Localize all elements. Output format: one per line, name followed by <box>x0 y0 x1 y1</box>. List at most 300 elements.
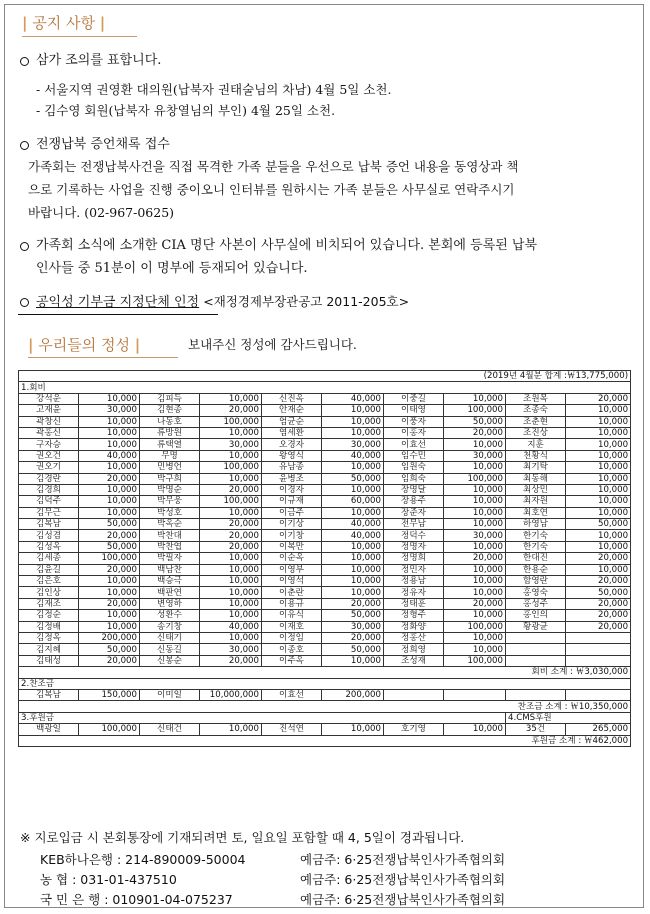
donor-amount: 10,000 <box>200 632 262 643</box>
donor-amount: 60,000 <box>322 496 384 507</box>
donor-amount: 20,000 <box>79 564 140 575</box>
table-row <box>19 393 631 404</box>
donor-name: 염세환 <box>262 427 322 438</box>
section-subtotal: 찬조금 소계 : ￦10,350,000 <box>19 701 631 712</box>
donor-name: 황광균 <box>506 621 566 632</box>
donor-amount: 40,000 <box>322 519 384 530</box>
grand-total: (2019년 4월분 합계 :￦13,775,000) <box>19 371 631 382</box>
table-row <box>19 484 631 495</box>
account-holder: 예금주: 6·25전쟁납북인사가족협의회 <box>300 892 506 907</box>
donor-name: 김성옥 <box>19 541 79 552</box>
donor-amount: 100,000 <box>444 655 506 666</box>
donor-amount: 100,000 <box>444 405 506 416</box>
donor-name: 정태훈 <box>384 598 444 609</box>
donor-name: 박옥순 <box>140 519 200 530</box>
underline-rule <box>18 314 218 315</box>
donor-name: 류택열 <box>140 439 200 450</box>
donor-name: 엄균순 <box>262 416 322 427</box>
donor-name: 정덕수 <box>384 530 444 541</box>
donor-amount: 10,000 <box>444 610 506 621</box>
donor-amount: 10,000 <box>79 610 140 621</box>
donor-name: 이홍자 <box>384 427 444 438</box>
account-holder: 예금주: 6·25전쟁납북인사가족협의회 <box>300 852 506 867</box>
table-row <box>19 382 631 393</box>
donor-name: 정용남 <box>384 576 444 587</box>
donor-amount: 10,000 <box>322 655 384 666</box>
donor-name: 김세종 <box>19 553 79 564</box>
donor-name: 최자원 <box>506 496 566 507</box>
donation-title-text: 우리들의 정성 <box>38 336 130 354</box>
donor-amount: 50,000 <box>566 519 631 530</box>
donor-amount: 10,000 <box>79 439 140 450</box>
donor-amount: 10,000 <box>566 484 631 495</box>
table-row <box>19 655 631 666</box>
donor-name: 무명 <box>140 450 200 461</box>
donor-name: 박찬대 <box>140 530 200 541</box>
donor-name: 김피득 <box>140 393 200 404</box>
donor-amount: 30,000 <box>200 644 262 655</box>
donor-amount: 10,000 <box>79 416 140 427</box>
table-row <box>19 427 631 438</box>
donor-amount: 10,000 <box>444 496 506 507</box>
donor-name: 정화양 <box>384 621 444 632</box>
donor-name: 이풍자 <box>384 416 444 427</box>
table-row <box>19 587 631 598</box>
table-row <box>19 553 631 564</box>
donor-amount: 20,000 <box>322 598 384 609</box>
donor-amount: 50,000 <box>444 416 506 427</box>
donor-name: 최호연 <box>506 507 566 518</box>
donor-name: 최동해 <box>506 473 566 484</box>
donor-amount: 20,000 <box>79 473 140 484</box>
donor-amount: 30,000 <box>322 439 384 450</box>
donor-name: 정희영 <box>384 644 444 655</box>
donor-name: 이경자 <box>262 484 322 495</box>
donor-name: 백승극 <box>140 576 200 587</box>
notice-title-text: 공지 사항 <box>32 14 95 32</box>
donor-amount: 10,000 <box>322 587 384 598</box>
donor-amount: 10,000 <box>566 473 631 484</box>
donor-amount: 10,000 <box>79 621 140 632</box>
donor-name: 조종숙 <box>506 405 566 416</box>
donor-name: 신동길 <box>140 644 200 655</box>
donor-amount: 20,000 <box>566 393 631 404</box>
donor-name: 윤병조 <box>262 473 322 484</box>
donor-name: 이기창 <box>262 530 322 541</box>
donor-amount: 100,000 <box>79 724 140 735</box>
donor-name: 신태기 <box>140 632 200 643</box>
table-row <box>19 610 631 621</box>
donor-amount: 100,000 <box>444 473 506 484</box>
donor-amount: 30,000 <box>322 621 384 632</box>
donor-name: 변영하 <box>140 598 200 609</box>
donor-amount: 20,000 <box>79 530 140 541</box>
donor-amount: 10,000 <box>79 507 140 518</box>
donor-amount: 50,000 <box>322 644 384 655</box>
table-row <box>19 632 631 643</box>
donor-amount: 10,000 <box>444 439 506 450</box>
donor-amount: 10,000 <box>79 587 140 598</box>
donor-name: 최기탁 <box>506 462 566 473</box>
table-row <box>19 450 631 461</box>
donor-name: 조원목 <box>506 393 566 404</box>
account-bank: KEB하나은행 : 214-890009-50004 <box>40 852 246 867</box>
donor-amount: 10,000 <box>322 416 384 427</box>
donor-amount: 20,000 <box>566 576 631 587</box>
notice-line: 인사들 중 51분이 이 명부에 등재되어 있습니다. <box>36 261 308 276</box>
bullet-icon <box>20 141 29 150</box>
notice-item-tail: <재정경제부장관공고 2011-205호> <box>203 294 410 309</box>
donor-amount: 10,000 <box>200 576 262 587</box>
donor-name: 홍성주 <box>506 598 566 609</box>
donor-name: 신봉순 <box>140 655 200 666</box>
donor-name: 장준자 <box>384 507 444 518</box>
account-bank: 농 협 : 031-01-437510 <box>40 872 177 887</box>
donor-amount: 100,000 <box>79 553 140 564</box>
donor-name: 박명순 <box>140 484 200 495</box>
donor-amount: 50,000 <box>566 587 631 598</box>
donor-name: 박구희 <box>140 473 200 484</box>
donor-name: 권오건 <box>19 450 79 461</box>
donor-name: 성환수 <box>140 610 200 621</box>
donor-amount: 10,000 <box>444 724 506 735</box>
donor-amount: 10,000 <box>566 405 631 416</box>
donor-name: 김덕주 <box>19 496 79 507</box>
donor-amount: 10,000 <box>566 530 631 541</box>
donor-amount: 20,000 <box>444 553 506 564</box>
donor-amount: 10,000 <box>79 484 140 495</box>
notice-line: 바랍니다. (02-967-0625) <box>28 205 175 220</box>
donor-amount: 10,000 <box>566 450 631 461</box>
table-row <box>19 371 631 382</box>
donor-amount: 10,000 <box>444 564 506 575</box>
donor-name: 이중길 <box>384 393 444 404</box>
table-row <box>19 530 631 541</box>
donor-name: 정홍산 <box>384 632 444 643</box>
donor-name: 이유식 <box>262 610 322 621</box>
donor-amount: 20,000 <box>79 598 140 609</box>
donation-table <box>18 370 631 747</box>
donor-amount: 10,000 <box>444 507 506 518</box>
donor-amount <box>566 632 631 643</box>
donor-name: 박성호 <box>140 507 200 518</box>
donor-name: 이효선 <box>262 689 322 700</box>
donor-amount: 10,000 <box>322 564 384 575</box>
donor-amount: 10,000 <box>322 462 384 473</box>
donor-name: 함영란 <box>506 576 566 587</box>
table-row <box>19 439 631 450</box>
donor-name: 김경란 <box>19 473 79 484</box>
donor-amount: 10,000 <box>200 393 262 404</box>
donor-amount: 10,000 <box>444 393 506 404</box>
donor-name: 고재윤 <box>19 405 79 416</box>
donor-amount: 40,000 <box>79 450 140 461</box>
notice-title-underline <box>22 36 137 37</box>
donor-amount: 10,000 <box>444 462 506 473</box>
donation-title-underline <box>28 357 178 358</box>
donor-name: 강석운 <box>19 393 79 404</box>
donor-amount: 20,000 <box>566 553 631 564</box>
donor-amount: 200,000 <box>79 632 140 643</box>
donor-amount: 10,000 <box>200 473 262 484</box>
donor-amount: 50,000 <box>79 541 140 552</box>
donor-amount: 50,000 <box>322 473 384 484</box>
donor-name: 정명자 <box>384 541 444 552</box>
donor-amount: 10,000 <box>322 427 384 438</box>
section-subtotal: 회비 소계 : ￦3,030,000 <box>19 667 631 678</box>
table-row <box>19 473 631 484</box>
donor-name: 홍인의 <box>506 610 566 621</box>
donor-amount: 20,000 <box>200 484 262 495</box>
donor-name: 이복만 <box>262 541 322 552</box>
donor-amount: 10,000 <box>566 564 631 575</box>
footer-note: ※ 지로입금 시 본회통장에 기재되려면 토, 일요일 포함할 때 4, 5일이 경과됩니다. <box>20 830 465 845</box>
donor-amount: 10,000 <box>322 405 384 416</box>
donor-name: 백남찬 <box>140 564 200 575</box>
donor-name: 김정옥 <box>19 632 79 643</box>
section-label: 3.후원금 <box>19 712 506 723</box>
table-row <box>19 621 631 632</box>
donor-name: 조진상 <box>506 427 566 438</box>
donor-amount: 30,000 <box>444 450 506 461</box>
donor-name: 김태성 <box>19 655 79 666</box>
donor-name: 임수민 <box>384 450 444 461</box>
donor-amount: 10,000 <box>79 393 140 404</box>
donor-name: 이정임 <box>262 632 322 643</box>
donor-name: 이효선 <box>384 439 444 450</box>
donation-title: | 우리들의 정성 | <box>28 336 141 354</box>
bullet-icon <box>20 298 29 307</box>
donor-amount: 10,000 <box>322 553 384 564</box>
donor-amount: 10,000 <box>200 450 262 461</box>
donor-amount: 10,000 <box>200 427 262 438</box>
notice-item-head: 가족회 소식에 소개한 CIA 명단 사본이 사무실에 비치되어 있습니다. 본회에 등록된 납북 <box>36 238 538 253</box>
donor-name: 정명희 <box>384 553 444 564</box>
donor-amount: 10,000 <box>566 427 631 438</box>
donor-amount: 50,000 <box>79 519 140 530</box>
table-row <box>19 735 631 746</box>
table-row <box>19 644 631 655</box>
donor-name: 지훈 <box>506 439 566 450</box>
donor-amount: 10,000 <box>444 587 506 598</box>
donor-name: 이미일 <box>140 689 200 700</box>
table-row <box>19 678 631 689</box>
donor-name: 이순옥 <box>262 553 322 564</box>
donor-name: 이기상 <box>262 519 322 530</box>
donor-amount: 10,000 <box>322 484 384 495</box>
donor-name: 김은호 <box>19 576 79 587</box>
donor-amount: 20,000 <box>444 598 506 609</box>
donor-amount: 30,000 <box>200 439 262 450</box>
donor-amount: 100,000 <box>200 416 262 427</box>
donor-name: 유남종 <box>262 462 322 473</box>
donor-name: 송기창 <box>140 621 200 632</box>
donor-amount: 100,000 <box>444 621 506 632</box>
donor-name: 구자승 <box>19 439 79 450</box>
donor-name: 호기영 <box>384 724 444 735</box>
donor-name: 김재조 <box>19 598 79 609</box>
table-row <box>19 507 631 518</box>
table-row <box>19 689 631 700</box>
donor-amount <box>566 644 631 655</box>
donor-name: 한용순 <box>506 564 566 575</box>
table-row <box>19 576 631 587</box>
donor-name: 오경자 <box>262 439 322 450</box>
donor-name: 전무남 <box>384 519 444 530</box>
donor-name <box>506 689 566 700</box>
donor-name: 조성재 <box>384 655 444 666</box>
notice-line: 가족회는 전쟁납북사건을 직접 목격한 가족 분들을 우선으로 납북 증언 내용을 동영상과 책 <box>28 159 519 174</box>
donor-name: 이영부 <box>262 564 322 575</box>
donor-amount: 30,000 <box>79 405 140 416</box>
notice-line: 으로 기록하는 사업을 진행 중이오니 인터뷰를 원하시는 가족 분들은 사무실로 연락주시기 <box>28 182 515 197</box>
account-bank: 국 민 은 행 : 010901-04-075237 <box>40 892 233 907</box>
section-label: 2.찬조금 <box>19 678 631 689</box>
donor-amount: 10,000 <box>200 507 262 518</box>
notice-line: - 김수영 회원(납북자 유창열님의 부인) 4월 25일 소천. <box>36 103 336 118</box>
table-row <box>19 724 631 735</box>
donor-amount: 10,000 <box>79 427 140 438</box>
donor-amount: 30,000 <box>444 530 506 541</box>
donor-amount: 10,000 <box>566 496 631 507</box>
donor-amount: 10,000 <box>566 416 631 427</box>
donor-amount: 20,000 <box>566 621 631 632</box>
donor-amount: 10,000 <box>566 541 631 552</box>
donor-amount: 10,000 <box>200 724 262 735</box>
donor-amount: 40,000 <box>322 393 384 404</box>
donor-amount: 150,000 <box>79 689 140 700</box>
table-row <box>19 712 631 723</box>
donor-amount: 20,000 <box>200 405 262 416</box>
donor-amount: 10,000 <box>79 496 140 507</box>
table-row <box>19 541 631 552</box>
donor-name: 정유자 <box>384 587 444 598</box>
donor-amount: 20,000 <box>566 598 631 609</box>
donor-amount: 10,000 <box>322 541 384 552</box>
donor-amount: 10,000 <box>444 576 506 587</box>
donor-name: 이용규 <box>262 598 322 609</box>
donor-name: 한기숙 <box>506 541 566 552</box>
donor-name: 장용주 <box>384 496 444 507</box>
table-row <box>19 667 631 678</box>
donor-amount: 10,000 <box>322 507 384 518</box>
donor-amount: 10,000 <box>322 576 384 587</box>
bullet-icon <box>20 57 29 66</box>
donor-name: 곽창신 <box>19 416 79 427</box>
donor-amount: 10,000 <box>200 553 262 564</box>
donor-name: 이종호 <box>262 644 322 655</box>
donor-amount: 10,000,000 <box>200 689 262 700</box>
donor-amount: 50,000 <box>79 644 140 655</box>
donor-name: 백광일 <box>19 724 79 735</box>
donor-name: 김복남 <box>19 519 79 530</box>
donor-amount: 10,000 <box>444 632 506 643</box>
donor-amount: 20,000 <box>444 427 506 438</box>
donor-amount <box>566 689 631 700</box>
donor-amount: 10,000 <box>200 564 262 575</box>
table-row <box>19 564 631 575</box>
donor-amount: 10,000 <box>566 462 631 473</box>
table-row <box>19 519 631 530</box>
notice-item-head: 전쟁납북 증언채록 접수 <box>36 137 170 152</box>
donor-amount: 10,000 <box>200 610 262 621</box>
donor-name: 김성겸 <box>19 530 79 541</box>
notice-item-head-text: 공익성 기부금 지정단체 인정 <box>36 295 200 310</box>
donor-name: 박무웅 <box>140 496 200 507</box>
donor-name: 최상민 <box>506 484 566 495</box>
donor-name: 김윤길 <box>19 564 79 575</box>
donor-amount: 10,000 <box>566 507 631 518</box>
donor-amount: 40,000 <box>200 621 262 632</box>
donor-name: 백판연 <box>140 587 200 598</box>
table-row <box>19 701 631 712</box>
donor-name: 신태건 <box>140 724 200 735</box>
donor-amount: 50,000 <box>322 610 384 621</box>
donor-name: 이주옥 <box>262 655 322 666</box>
donor-name <box>506 644 566 655</box>
donor-name: 한대진 <box>506 553 566 564</box>
section-label: 1.회비 <box>19 382 631 393</box>
donor-name: 35건 <box>506 724 566 735</box>
donor-name: 진석연 <box>262 724 322 735</box>
account-holder: 예금주: 6·25전쟁납북인사가족협의회 <box>300 872 506 887</box>
donor-name: 김현종 <box>140 405 200 416</box>
donor-name: 조춘현 <box>506 416 566 427</box>
donor-amount: 10,000 <box>444 644 506 655</box>
donor-name: 김지혜 <box>19 644 79 655</box>
donor-name: 박필자 <box>140 553 200 564</box>
donation-table-body <box>19 371 631 747</box>
donor-amount: 10,000 <box>200 598 262 609</box>
notice-item-head <box>36 293 409 311</box>
donor-amount: 20,000 <box>79 655 140 666</box>
donor-amount: 10,000 <box>444 541 506 552</box>
donor-amount: 10,000 <box>79 462 140 473</box>
donor-name: 류방원 <box>140 427 200 438</box>
donor-amount: 10,000 <box>444 519 506 530</box>
donor-name: 정민자 <box>384 564 444 575</box>
donor-name: 이춘란 <box>262 587 322 598</box>
donor-name: 임희숙 <box>384 473 444 484</box>
donor-name: 홍영숙 <box>506 587 566 598</box>
donor-amount: 100,000 <box>200 496 262 507</box>
cms-label: 4.CMS후원 <box>506 712 631 723</box>
donor-name: 이영석 <box>262 576 322 587</box>
donor-amount: 10,000 <box>200 587 262 598</box>
donor-name: 김경희 <box>19 484 79 495</box>
donor-name: 김인상 <box>19 587 79 598</box>
donor-name: 권오기 <box>19 462 79 473</box>
table-row <box>19 598 631 609</box>
donor-name: 이규재 <box>262 496 322 507</box>
donor-name: 나동호 <box>140 416 200 427</box>
donor-name <box>384 689 444 700</box>
donor-amount: 200,000 <box>322 689 384 700</box>
donor-amount: 20,000 <box>200 655 262 666</box>
donor-name: 신진옥 <box>262 393 322 404</box>
donor-name: 박찬엽 <box>140 541 200 552</box>
donor-name: 장명달 <box>384 484 444 495</box>
table-row <box>19 405 631 416</box>
donor-amount: 10,000 <box>79 576 140 587</box>
donor-amount: 10,000 <box>444 484 506 495</box>
donor-name: 한기숙 <box>506 530 566 541</box>
donor-amount: 40,000 <box>322 530 384 541</box>
donor-name: 안재순 <box>262 405 322 416</box>
notice-line: - 서울지역 권영환 대의원(납북자 권태술님의 차남) 4월 5일 소천. <box>36 82 392 97</box>
donor-amount <box>566 655 631 666</box>
donor-name: 하영남 <box>506 519 566 530</box>
